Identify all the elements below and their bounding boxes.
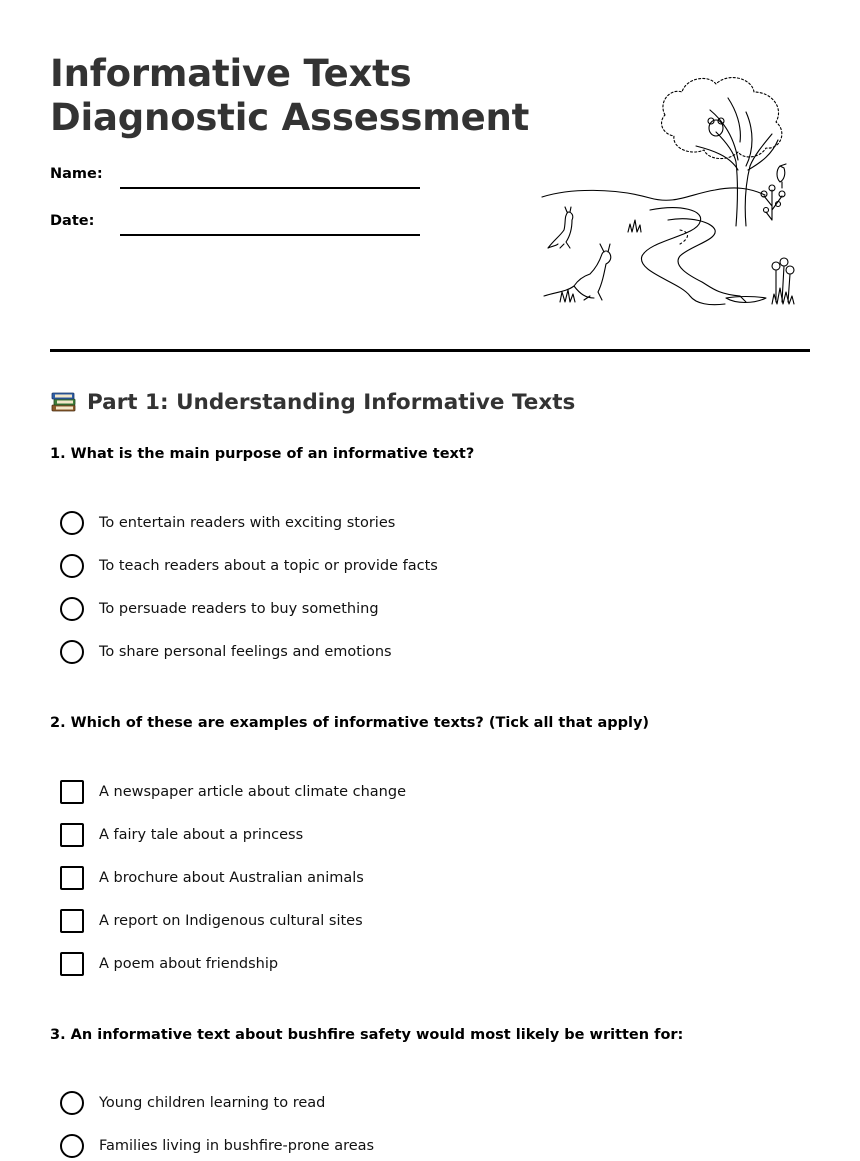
option-label: To share personal feelings and emotions (99, 644, 392, 660)
q2-option-2[interactable] (60, 823, 303, 847)
books-icon (50, 388, 77, 416)
option-label: A newspaper article about climate change (99, 784, 406, 800)
option-label: A brochure about Australian animals (99, 870, 364, 886)
title-line-1: Informative Texts (50, 52, 412, 95)
checkbox[interactable] (60, 866, 84, 890)
date-label: Date: (50, 213, 95, 229)
option-label: To teach readers about a topic or provide facts (99, 558, 438, 574)
q2-option-1[interactable] (60, 780, 406, 804)
q1-option-2[interactable] (60, 554, 438, 578)
option-label: Families living in bushfire-prone areas (99, 1138, 375, 1154)
checkbox[interactable] (60, 823, 84, 847)
option-label: Young children learning to read (99, 1095, 326, 1111)
option-label: A poem about friendship (99, 956, 279, 972)
q3-option-1[interactable] (60, 1091, 325, 1115)
radio-button[interactable] (60, 597, 84, 621)
section-1-heading (50, 388, 575, 416)
checkbox[interactable] (60, 952, 84, 976)
q1-option-4[interactable] (60, 640, 392, 664)
australian-landscape-illustration (540, 70, 810, 315)
option-label: A report on Indigenous cultural sites (99, 913, 363, 929)
q2-option-4[interactable] (60, 909, 363, 933)
header-divider (50, 349, 810, 352)
q3-option-2[interactable] (60, 1134, 374, 1158)
section-1-title: Part 1: Understanding Informative Texts (87, 389, 576, 415)
page-title (50, 52, 529, 140)
name-label: Name: (50, 166, 103, 182)
q2-option-3[interactable] (60, 866, 364, 890)
radio-button[interactable] (60, 554, 84, 578)
radio-button[interactable] (60, 640, 84, 664)
radio-button[interactable] (60, 511, 84, 535)
question-2: 2. Which of these are examples of informative texts? (Tick all that apply) (50, 715, 650, 731)
option-label: To entertain readers with exciting stories (99, 515, 396, 531)
radio-button[interactable] (60, 1134, 84, 1158)
question-1: 1. What is the main purpose of an informative text? (50, 446, 475, 462)
option-label: A fairy tale about a princess (99, 827, 304, 843)
q2-option-5[interactable] (60, 952, 278, 976)
date-field[interactable] (120, 234, 420, 236)
radio-button[interactable] (60, 1091, 84, 1115)
option-label: To persuade readers to buy something (99, 601, 379, 617)
checkbox[interactable] (60, 780, 84, 804)
q1-option-3[interactable] (60, 597, 379, 621)
title-line-2: Diagnostic Assessment (50, 96, 530, 139)
q1-option-1[interactable] (60, 511, 395, 535)
name-field[interactable] (120, 187, 420, 189)
checkbox[interactable] (60, 909, 84, 933)
question-3: 3. An informative text about bushfire safety would most likely be written for: (50, 1027, 684, 1043)
